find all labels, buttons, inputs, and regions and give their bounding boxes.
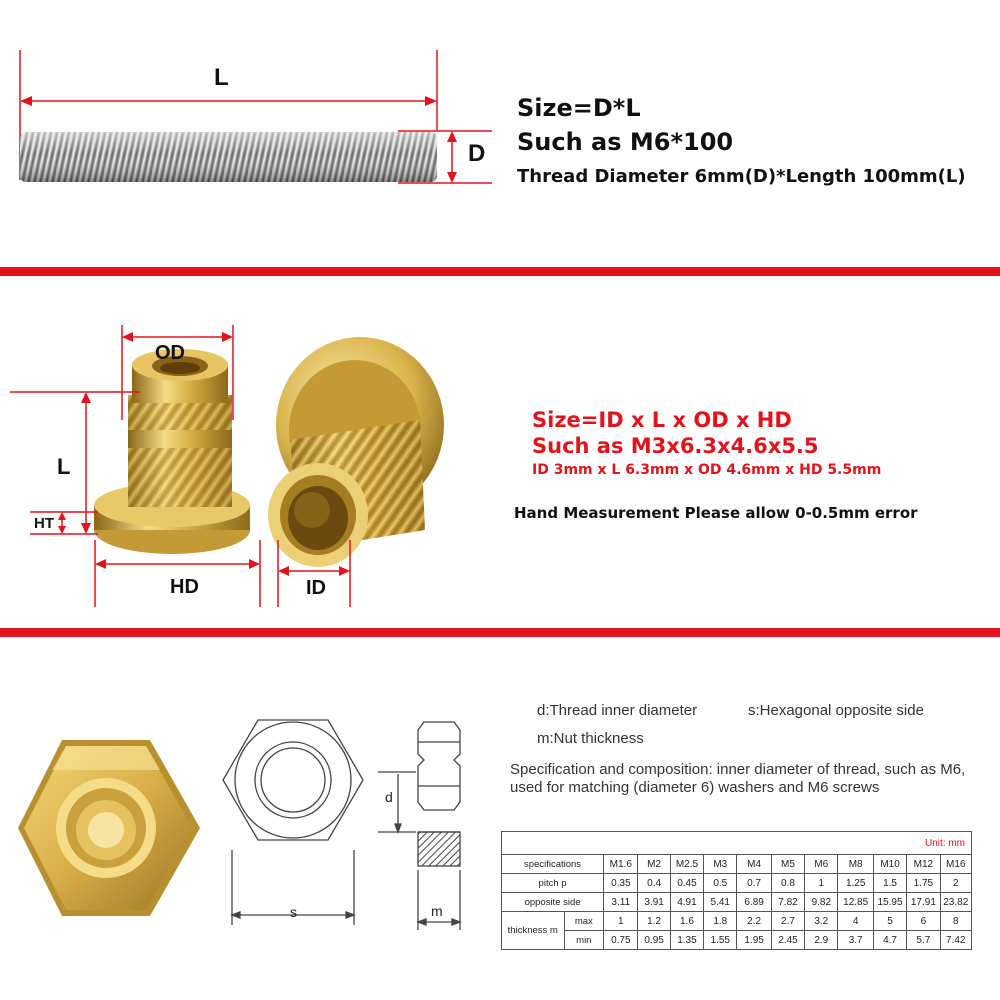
cell: 0.5 (704, 874, 737, 893)
cell: 1 (604, 912, 638, 931)
threaded-rod-drawing (0, 0, 500, 260)
unit-label: Unit: mm (502, 832, 972, 855)
spec-description-line1: Specification and composition: inner diameter of thread, such as M6, (510, 761, 966, 778)
cell: 7.42 (940, 931, 971, 950)
nut-top-view-diagram (223, 720, 363, 925)
cell: 5 (873, 912, 906, 931)
table-row (502, 893, 972, 912)
cell: 12.85 (838, 893, 873, 912)
cell: M12 (907, 855, 940, 874)
cell: 6 (907, 912, 940, 931)
insert-size-example: Such as M3x6.3x4.6x5.5 (532, 434, 819, 458)
row-label: opposite side (502, 893, 604, 912)
cell: 23.82 (940, 893, 971, 912)
cell: 0.95 (638, 931, 670, 950)
cell: M10 (873, 855, 906, 874)
cell: M2 (638, 855, 670, 874)
cell: 1.75 (907, 874, 940, 893)
size-description: Thread Diameter 6mm(D)*Length 100mm(L) (517, 166, 966, 187)
cell: 4 (838, 912, 873, 931)
outer-diameter-label: OD (155, 342, 185, 364)
legend-nut-thickness: m:Nut thickness (537, 730, 644, 747)
cell: M2.5 (670, 855, 703, 874)
measurement-note: Hand Measurement Please allow 0-0.5mm error (514, 504, 918, 522)
table-row (502, 874, 972, 893)
cell: 0.4 (638, 874, 670, 893)
cell: 0.45 (670, 874, 703, 893)
hex-nut-drawing (0, 700, 500, 990)
cell: 0.75 (604, 931, 638, 950)
inner-diameter-label: ID (306, 577, 326, 599)
cell: 17.91 (907, 893, 940, 912)
legend-hex-side: s:Hexagonal opposite side (748, 702, 924, 719)
table-row (502, 912, 972, 931)
cell: 2.2 (737, 912, 771, 931)
head-thickness-label: HT (34, 515, 54, 532)
legend-thread-diameter: d:Thread inner diameter (537, 702, 698, 719)
cell: 5.7 (907, 931, 940, 950)
table-row (502, 931, 972, 950)
cell: 0.8 (771, 874, 804, 893)
cell: 2.9 (805, 931, 838, 950)
length-label: L (214, 64, 229, 91)
spec-table (501, 831, 972, 950)
cell: 1.55 (704, 931, 737, 950)
cell: 9.82 (805, 893, 838, 912)
cell: M5 (771, 855, 804, 874)
cell: 4.7 (873, 931, 906, 950)
cell: M6 (805, 855, 838, 874)
cell: 1.6 (670, 912, 703, 931)
cell: 2.7 (771, 912, 804, 931)
cell: 15.95 (873, 893, 906, 912)
cell: 1.95 (737, 931, 771, 950)
thickness-m-label: m (431, 903, 443, 919)
cell: 3.11 (604, 893, 638, 912)
cell: 2.45 (771, 931, 804, 950)
cell: 0.35 (604, 874, 638, 893)
cell: 1.25 (838, 874, 873, 893)
cell: M1.6 (604, 855, 638, 874)
brass-insert-standing (94, 349, 250, 554)
insert-size-description: ID 3mm x L 6.3mm x OD 4.6mm x HD 5.5mm (532, 462, 882, 478)
cell: M16 (940, 855, 971, 874)
size-example: Such as M6*100 (517, 128, 734, 156)
size-formula: Size=D*L (517, 94, 641, 122)
table-unit-row (502, 832, 972, 855)
spec-description-line2: used for matching (diameter 6) washers and M6 screws (510, 779, 880, 796)
cell: 0.7 (737, 874, 771, 893)
min-label: min (564, 931, 604, 950)
cell: 1.5 (873, 874, 906, 893)
row-label: pitch p (502, 874, 604, 893)
cell: 1.2 (638, 912, 670, 931)
section-divider-bottom (0, 628, 1000, 637)
cell: 5.41 (704, 893, 737, 912)
table-row (502, 855, 972, 874)
cell: 2 (940, 874, 971, 893)
cell: 6.89 (737, 893, 771, 912)
cell: M4 (737, 855, 771, 874)
insert-size-formula: Size=ID x L x OD x HD (532, 408, 792, 432)
cell: 1.8 (704, 912, 737, 931)
cell: 3.91 (638, 893, 670, 912)
hex-s-label: s (290, 904, 297, 920)
max-label: max (564, 912, 604, 931)
cell: 4.91 (670, 893, 703, 912)
brass-insert-drawing (0, 290, 500, 620)
cell: M3 (704, 855, 737, 874)
cell: 3.2 (805, 912, 838, 931)
brass-hex-nut (18, 740, 200, 916)
cell: 1 (805, 874, 838, 893)
diameter-label: D (468, 140, 486, 167)
head-diameter-label: HD (170, 576, 199, 598)
cell: 3.7 (838, 931, 873, 950)
cell: M8 (838, 855, 873, 874)
thread-d-label: d (385, 789, 393, 805)
cell: 7.82 (771, 893, 804, 912)
row-label: specifications (502, 855, 604, 874)
brass-insert-tilted (268, 337, 444, 567)
thickness-row-label: thickness m (502, 912, 565, 950)
nut-side-view-diagram (378, 722, 460, 930)
cell: 8 (940, 912, 971, 931)
cell: 1.35 (670, 931, 703, 950)
insert-length-label: L (57, 454, 71, 479)
section-divider-top (0, 267, 1000, 276)
